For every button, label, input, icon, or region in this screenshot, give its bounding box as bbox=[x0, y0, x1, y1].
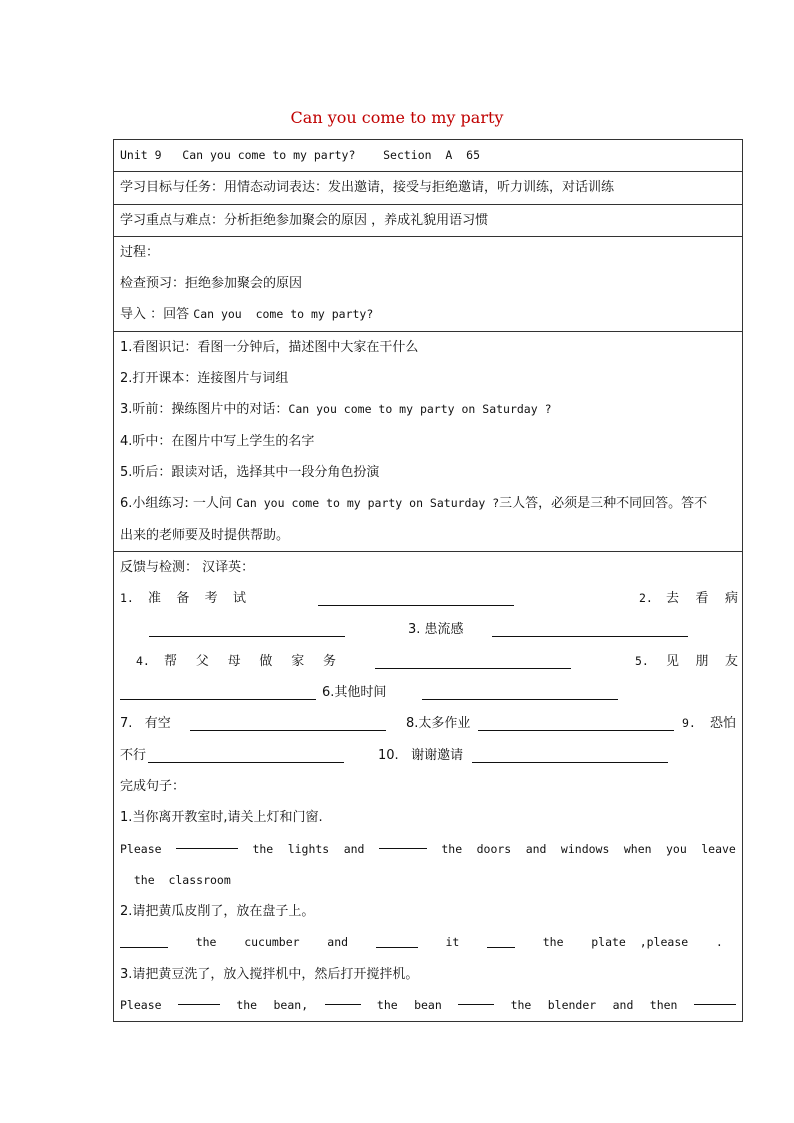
answer-blank[interactable] bbox=[458, 990, 494, 1005]
vocab-2-char: 看 bbox=[695, 591, 709, 607]
objectives-text: 学习目标与任务：用情态动词表达：发出邀请，接受与拒绝邀请，听力训练，对话训练 bbox=[120, 180, 615, 196]
answer-blank[interactable] bbox=[492, 622, 688, 637]
sentence-2-chinese: 2.请把黄瓜皮削了，放在盘子上。 bbox=[120, 904, 315, 920]
answer-blank[interactable] bbox=[178, 990, 220, 1005]
word: and bbox=[327, 935, 349, 950]
word: lights bbox=[287, 841, 330, 856]
worksheet-table bbox=[113, 139, 743, 1022]
vocab-4-char: 家 bbox=[291, 653, 305, 669]
step-6 bbox=[120, 488, 736, 519]
sentence-2-english bbox=[120, 927, 736, 958]
vocab-5-char: 朋 bbox=[695, 653, 709, 669]
word: the bbox=[236, 998, 258, 1013]
process-label: 过程： bbox=[120, 244, 160, 260]
answer-blank[interactable] bbox=[325, 990, 361, 1005]
answer-blank[interactable] bbox=[478, 716, 674, 731]
vocab-10: 10. 谢谢邀请 bbox=[378, 747, 464, 763]
word: Please bbox=[120, 998, 162, 1013]
step-4: 4.听中：在图片中写上学生的名字 bbox=[120, 433, 315, 449]
step-6-suffix: 三人答，必须是三种不同回答。答不 bbox=[499, 496, 708, 512]
vocab-line-3 bbox=[120, 646, 736, 677]
vocab-1-char: 试 bbox=[232, 591, 246, 607]
answer-blank[interactable] bbox=[190, 716, 386, 731]
word: Please bbox=[120, 841, 162, 856]
answer-blank[interactable] bbox=[487, 933, 515, 948]
word: the bbox=[441, 841, 463, 856]
unit-heading: Unit 9 Can you come to my party? Section A 65 bbox=[120, 148, 481, 162]
word: the bbox=[252, 841, 274, 856]
vocab-9-number: 9. bbox=[682, 716, 696, 731]
vocab-6: 6.其他时间 bbox=[322, 685, 387, 701]
vocab-line-6 bbox=[120, 740, 736, 771]
word: and bbox=[525, 841, 547, 856]
vocab-1-char: 考 bbox=[204, 591, 218, 607]
word: the bbox=[195, 935, 217, 950]
vocab-2-number: 2. bbox=[639, 591, 653, 606]
vocab-4-char: 帮 bbox=[164, 653, 178, 669]
answer-blank[interactable] bbox=[472, 748, 668, 763]
answer-blank[interactable] bbox=[176, 834, 238, 849]
step-6-continued: 出来的老师要及时提供帮助。 bbox=[120, 527, 290, 543]
answer-blank[interactable] bbox=[120, 685, 316, 700]
sentence-1-english-continued: the classroom bbox=[120, 872, 231, 887]
vocab-4-char: 父 bbox=[195, 653, 209, 669]
lead-in-question: Can you come to my party? bbox=[193, 307, 374, 322]
vocab-5-term bbox=[666, 646, 738, 677]
answer-blank[interactable] bbox=[379, 834, 427, 849]
vocab-1-term bbox=[148, 583, 246, 614]
vocab-line-4 bbox=[120, 677, 736, 708]
lead-in-line bbox=[120, 299, 736, 330]
answer-blank[interactable] bbox=[375, 654, 571, 669]
vocab-1-number: 1. bbox=[120, 591, 134, 606]
step-2: 2.打开课本：连接图片与词组 bbox=[120, 371, 289, 387]
vocab-line-5 bbox=[120, 708, 736, 739]
word: the bbox=[376, 998, 398, 1013]
step-3-prefix: 3.听前：操练图片中的对话： bbox=[120, 402, 289, 418]
vocab-4-number: 4. bbox=[136, 653, 150, 668]
word: windows bbox=[560, 841, 610, 856]
word: then bbox=[649, 998, 678, 1013]
step-5: 5.听后：跟读对话，选择其中一段分角色扮演 bbox=[120, 464, 380, 480]
vocab-8: 8.太多作业 bbox=[406, 716, 471, 732]
step-1: 1.看图识记：看图一分钟后，描述图中大家在干什么 bbox=[120, 339, 419, 355]
vocab-2-char: 病 bbox=[724, 591, 738, 607]
word: bean, bbox=[273, 998, 309, 1013]
word: doors bbox=[476, 841, 512, 856]
vocab-line-2 bbox=[120, 614, 736, 645]
vocab-4-char: 务 bbox=[322, 653, 336, 669]
word: blender bbox=[547, 998, 597, 1013]
word: and bbox=[612, 998, 634, 1013]
feedback-row bbox=[114, 551, 743, 1021]
preview-text: 检查预习：拒绝参加聚会的原因 bbox=[120, 276, 303, 292]
word: leave bbox=[701, 841, 736, 856]
vocab-5-number: 5. bbox=[635, 653, 649, 668]
word: it bbox=[445, 935, 460, 950]
sentence-1-english bbox=[120, 834, 736, 865]
steps-row bbox=[114, 331, 743, 551]
step-6-prefix: 6.小组练习: 一人问 bbox=[120, 496, 237, 512]
word: the bbox=[510, 998, 532, 1013]
key-points-row bbox=[114, 204, 743, 236]
vocab-1-char: 准 bbox=[148, 591, 162, 607]
vocab-4-char: 做 bbox=[259, 653, 273, 669]
vocab-5-char: 见 bbox=[666, 653, 680, 669]
word: . bbox=[715, 935, 723, 950]
step-3-english: Can you come to my party on Saturday ? bbox=[288, 402, 552, 417]
word: the bbox=[542, 935, 564, 950]
key-points-text: 学习重点与难点：分析拒绝参加聚会的原因 ，养成礼貌用语习惯 bbox=[120, 212, 489, 228]
answer-blank[interactable] bbox=[318, 591, 514, 606]
vocab-line-1 bbox=[120, 583, 736, 614]
step-3 bbox=[120, 394, 736, 425]
vocab-9-part-1: 恐怕 bbox=[710, 716, 737, 732]
vocab-2-char: 去 bbox=[666, 591, 680, 607]
answer-blank[interactable] bbox=[149, 622, 345, 637]
answer-blank[interactable] bbox=[120, 933, 168, 948]
vocab-4-char: 母 bbox=[227, 653, 241, 669]
vocab-3: 3. 患流感 bbox=[408, 622, 464, 638]
sentence-3-chinese: 3.请把黄豆洗了，放入搅拌机中，然后打开搅拌机。 bbox=[120, 966, 419, 982]
answer-blank[interactable] bbox=[148, 748, 344, 763]
vocab-1-char: 备 bbox=[176, 591, 190, 607]
word: ,please bbox=[639, 935, 689, 950]
vocab-4-term bbox=[164, 646, 336, 677]
word: cucumber bbox=[244, 935, 300, 950]
sentence-3-english bbox=[120, 990, 736, 1021]
lead-in-prefix: 导入 ：回答 bbox=[120, 307, 194, 323]
word: bean bbox=[414, 998, 442, 1013]
header-row bbox=[114, 140, 743, 172]
step-6-english: Can you come to my party on Saturday ? bbox=[236, 496, 500, 511]
word: when bbox=[623, 841, 652, 856]
word: plate bbox=[591, 935, 626, 950]
page-title: Can you come to my party bbox=[290, 108, 504, 127]
answer-blank[interactable] bbox=[694, 990, 736, 1005]
word: and bbox=[343, 841, 365, 856]
sentence-1-chinese: 1.当你离开教室时,请关上灯和门窗. bbox=[120, 810, 323, 826]
process-row bbox=[114, 236, 743, 331]
vocab-7: 7. 有空 bbox=[120, 716, 171, 732]
word: you bbox=[666, 841, 687, 856]
vocab-5-char: 友 bbox=[724, 653, 738, 669]
sentences-label: 完成句子： bbox=[120, 778, 186, 794]
objectives-row bbox=[114, 172, 743, 204]
vocab-9-part-2: 不行 bbox=[120, 747, 147, 763]
vocab-2-term bbox=[666, 583, 738, 614]
answer-blank[interactable] bbox=[376, 933, 418, 948]
feedback-label: 反馈与检测： 汉译英： bbox=[120, 559, 255, 575]
answer-blank[interactable] bbox=[422, 685, 618, 700]
